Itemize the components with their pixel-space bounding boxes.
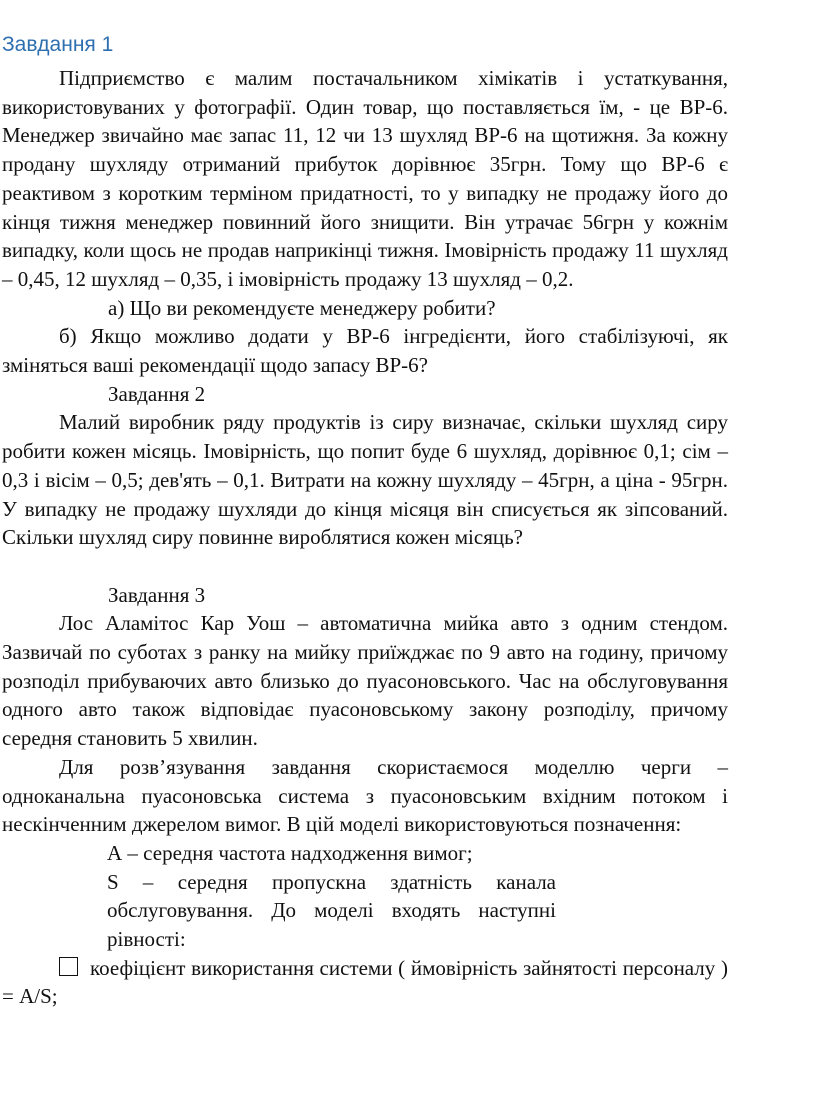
- task2-title: Завдання 2: [108, 381, 206, 406]
- task2-paragraph: Малий виробник ряду продуктів із сиру визначає, скільки шухляд сиру робити кожен місяць. Імовірність, що попит буде 6 шухляд, дорівнює 0,1; сім – 0,3 і вісім – 0,5; дев'ять – 0,1. Витрати на кожну шухляду – 45грн, а ціна - 95грн. У випадку не продажу шухляди до кінця місяця він списується як зіпсований. Скільки шухляд сиру повинне вироблятися кожен місяць?: [2, 410, 728, 550]
- task1-question-a: а) Що ви рекомендуєте менеджеру робити?: [108, 295, 496, 320]
- task3-paragraph-2: Для розв’язування завдання скористаємося моделлю черги – одноканальна пуасоновська система з пуасоновським вхідним потоком і нескінченним джерелом вимог. В цій моделі використовуються позначення:: [2, 754, 728, 837]
- definition-a: А – середня частота надходження вимог;: [107, 840, 473, 865]
- task1-question-b: б) Якщо можливо додати у ВР-6 інгредієнти, його стабілізуючі, як зміняться ваші рекомендації щодо запасу ВР-6?: [2, 324, 728, 378]
- bullet-utilization: [2, 954, 728, 1011]
- task3-title: Завдання 3: [108, 582, 206, 607]
- task1-paragraph: Підприємство є малим постачальником хімікатів і устаткування, використовуваних у фотографії. Один товар, що поставляється їм, - це ВР-6. Менеджер звичайно має запас 11, 12 чи 13 шухляд ВР-6 на щотижня. За кожну продану шухляду отриманий прибуток дорівнює 35грн. Тому що ВР-6 є реактивом з коротким терміном придатності, то у випадку не продажу його до кінця тижня менеджер повинний його знищити. Він утрачає 56грн у кожнім випадку, коли щось не продав наприкінці тижня. Імовірність продажу 11 шухляд – 0,45, 12 шухляд – 0,35, і імовірність продажу 13 шухляд – 0,2.: [2, 66, 728, 291]
- definition-s: S – середня пропускна здатність канала обслуговування. До моделі входять наступні рівності:: [107, 869, 556, 952]
- task1-heading: Завдання 1: [2, 33, 114, 56]
- bullet-utilization-text: коефіцієнт використання системи ( ймовірність зайнятості персоналу ) = A/S;: [2, 955, 728, 1009]
- checkbox-bullet-icon: [59, 957, 78, 976]
- spacer: [2, 552, 728, 581]
- task3-paragraph-1: Лос Аламітос Кар Уош – автоматична мийка авто з одним стендом. Зазвичай по суботах з ранку на мийку приїжджає по 9 авто на годину, причому розподіл прибуваючих авто близько до пуасоновського. Час на обслуговування одного авто також відповідає пуасоновському закону розподілу, причому середня становить 5 хвилин.: [2, 611, 728, 751]
